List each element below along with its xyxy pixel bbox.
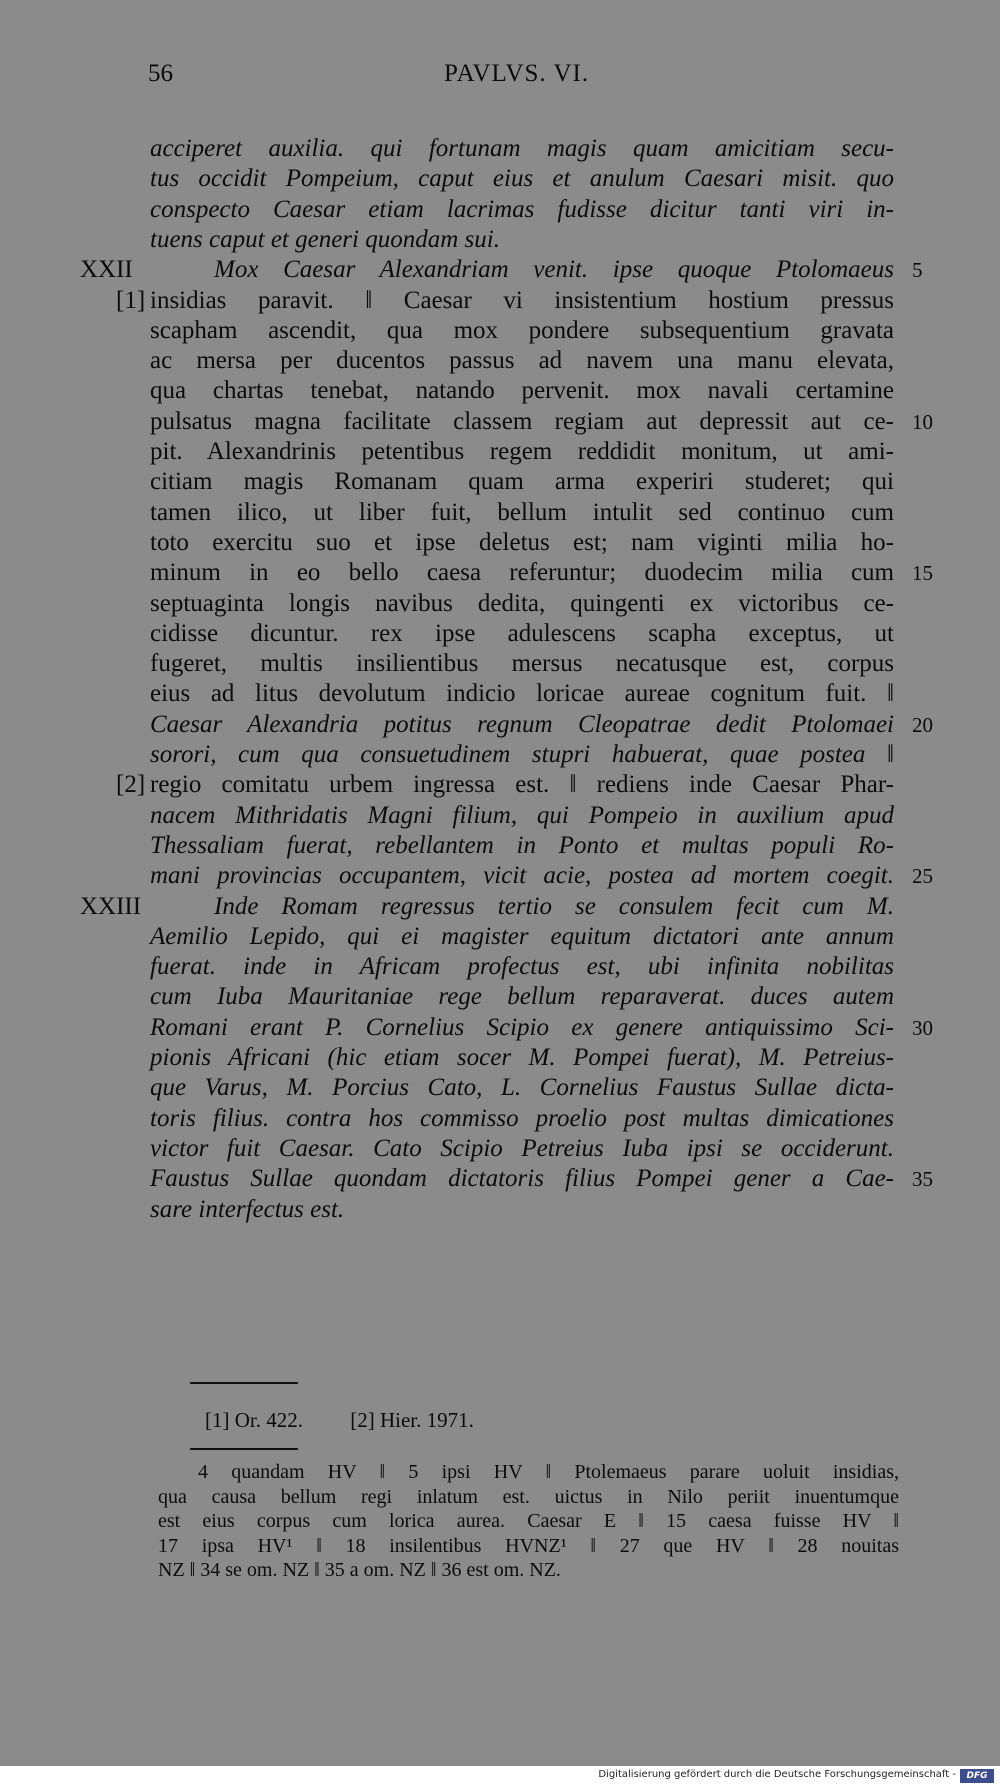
line-number: 35 [912, 1167, 933, 1191]
reference-marker: [1] [116, 287, 146, 314]
line-number: 15 [912, 561, 933, 585]
text-line: regio comitatu urbem ingressa est. ‖ rediens inde Caesar Phar- [150, 771, 894, 798]
digitization-footer [0, 1766, 1000, 1786]
page-number: 56 [148, 60, 173, 87]
text-line: minum in eo bello caesa referuntur; duodecim milia cum [150, 559, 894, 586]
text-line: conspecto Caesar etiam lacrimas fudisse dicitur tanti viri in- [150, 196, 894, 223]
apparatus-line: est eius corpus cum lorica aurea. Caesar E ‖ 15 caesa fuisse HV ‖ [158, 1510, 899, 1532]
line-number: 5 [912, 258, 923, 282]
footnote-rule-bottom [190, 1448, 298, 1450]
text-line: tus occidit Pompeium, caput eius et anulum Caesari misit. quo [150, 165, 894, 192]
text-line: pulsatus magna facilitate classem regiam aut depressit aut ce- [150, 408, 894, 435]
text-line: victor fuit Caesar. Cato Scipio Petreius Iuba ipsi se occiderunt. [150, 1135, 894, 1162]
source-note: [2] Hier. 1971. [350, 1408, 474, 1432]
text-line: Aemilio Lepido, qui ei magister equitum dictatori ante annum [150, 923, 894, 950]
line-number: 25 [912, 864, 933, 888]
source-note: [1] Or. 422. [205, 1408, 303, 1432]
text-line: septuaginta longis navibus dedita, quingenti ex victoribus ce- [150, 590, 894, 617]
reference-marker: [2] [116, 771, 146, 798]
apparatus-line: qua causa bellum regi inlatum est. uictus in Nilo periit inuentumque [158, 1486, 899, 1508]
text-line: fuerat. inde in Africam profectus est, ubi infinita nobilitas [150, 953, 894, 980]
text-line: sare interfectus est. [150, 1196, 345, 1223]
text-line: Thessaliam fuerat, rebellantem in Ponto et multas populi Ro- [150, 832, 894, 859]
text-line: qua chartas tenebat, natando pervenit. mox navali certamine [150, 377, 894, 404]
source-notes [205, 1405, 516, 1435]
text-line: sorori, cum qua consuetudinem stupri habuerat, quae postea ‖ [150, 741, 894, 768]
text-line: cum Iuba Mauritaniae rege bellum reparaverat. duces autem [150, 983, 894, 1010]
text-line: pionis Africani (hic etiam socer M. Pompei fuerat), M. Petreius- [150, 1044, 894, 1071]
text-line: pit. Alexandrinis petentibus regem reddidit monitum, ut ami- [150, 438, 894, 465]
text-line: tamen ilico, ut liber fuit, bellum intulit sed continuo cum [150, 499, 894, 526]
text-line: fugeret, multis insilientibus mersus necatusque est, corpus [150, 650, 894, 677]
text-line: eius ad litus devolutum indicio loricae aureae cognitum fuit. ‖ [150, 680, 894, 707]
chapter-number: XXIII [80, 893, 142, 920]
apparatus-line: NZ ‖ 34 se om. NZ ‖ 35 a om. NZ ‖ 36 est om. NZ. [158, 1559, 561, 1581]
text-line: acciperet auxilia. qui fortunam magis quam amicitiam secu- [150, 135, 894, 162]
text-line: citiam magis Romanam quam arma experiri studeret; qui [150, 468, 894, 495]
text-line: Mox Caesar Alexandriam venit. ipse quoque Ptolomaeus [214, 256, 894, 283]
text-line: Faustus Sullae quondam dictatoris filius Pompei gener a Cae- [150, 1165, 894, 1192]
text-line: insidias paravit. ‖ Caesar vi insistentium hostium pressus [150, 287, 894, 314]
text-line: toto exercitu suo et ipse deletus est; nam viginti milia ho- [150, 529, 894, 556]
text-line: Caesar Alexandria potitus regnum Cleopatrae dedit Ptolomaei [150, 711, 894, 738]
chapter-number: XXII [80, 256, 133, 283]
footer-credit: Digitalisierung gefördert durch die Deutsche Forschungsgemeinschaft - [598, 1769, 956, 1780]
apparatus-line: 4 quandam HV ‖ 5 ipsi HV ‖ Ptolemaeus parare uoluit insidias, [198, 1461, 899, 1483]
line-number: 20 [912, 713, 933, 737]
text-line: Inde Romam regressus tertio se consulem fecit cum M. [214, 893, 894, 920]
text-line: toris filius. contra hos commisso proelio post multas dimicationes [150, 1105, 894, 1132]
dfg-logo: DFG [960, 1769, 994, 1783]
text-line: mani provincias occupantem, vicit acie, postea ad mortem coegit. [150, 862, 894, 889]
text-line: cidisse dicuntur. rex ipse adulescens scapha exceptus, ut [150, 620, 894, 647]
page-header [148, 60, 900, 94]
apparatus-line: 17 ipsa HV¹ ‖ 18 insilentibus HVNZ¹ ‖ 27 que HV ‖ 28 nouitas [158, 1535, 899, 1557]
text-line: que Varus, M. Porcius Cato, L. Cornelius Faustus Sullae dicta- [150, 1074, 894, 1101]
text-line: Romani erant P. Cornelius Scipio ex genere antiquissimo Sci- [150, 1014, 894, 1041]
text-line: nacem Mithridatis Magni filium, qui Pompeio in auxilium apud [150, 802, 894, 829]
footnote-rule-top [190, 1382, 298, 1384]
text-line: ac mersa per ducentos passus ad navem una manu elevata, [150, 347, 894, 374]
running-title: PAVLVS. VI. [444, 60, 590, 87]
text-line: tuens caput et generi quondam sui. [150, 226, 500, 253]
text-line: scapham ascendit, qua mox pondere subsequentium gravata [150, 317, 894, 344]
line-number: 30 [912, 1016, 933, 1040]
line-number: 10 [912, 410, 933, 434]
